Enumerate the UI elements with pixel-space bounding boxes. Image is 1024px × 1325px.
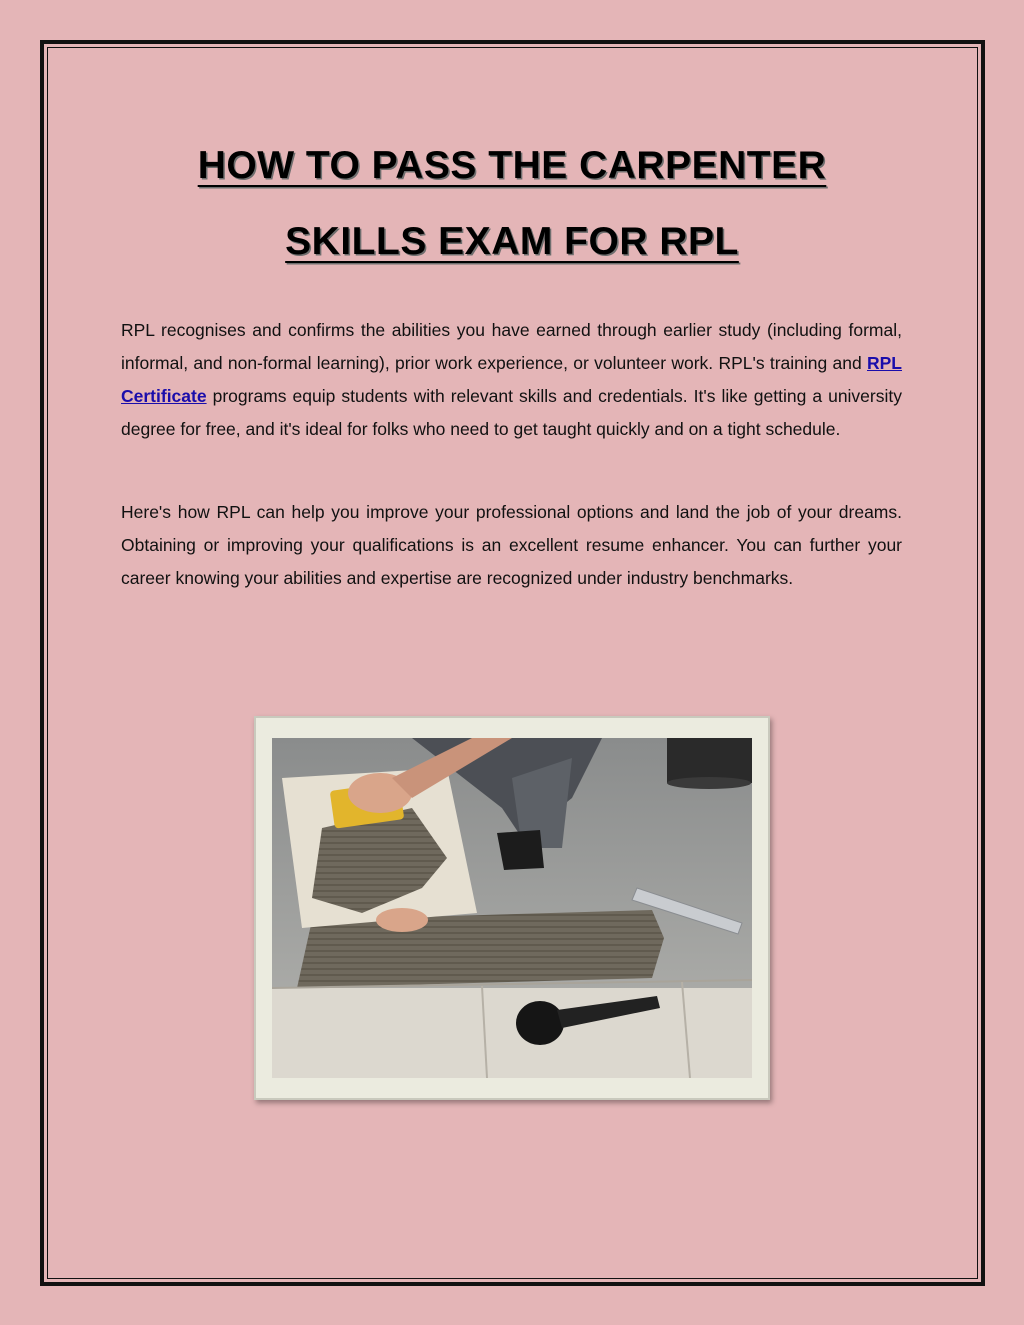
tiling-photo-illustration: [272, 738, 752, 1078]
tiling-photo: [272, 738, 752, 1078]
benefits-paragraph: Here's how RPL can help you improve your professional options and land the job of your dreams. Obtaining or improving your qualifications is an excellent resume enhancer. You can further your career knowing your abilities and expertise are recognized under industry benchmarks.: [121, 502, 902, 588]
intro-text-end: programs equip students with relevant skills and credentials. It's like getting a university degree for free, and it's ideal for folks who need to get taught quickly and on a tight schedule.: [121, 386, 902, 439]
intro-text-start: RPL recognises and confirms the abilities you have earned through earlier study (including formal, informal, and non-formal learning), prior work experience, or volunteer work. RPL's training and: [121, 320, 902, 373]
rpl-certificate-link[interactable]: RPL Certificate: [121, 353, 902, 406]
page-title: [120, 128, 904, 280]
title-line-2: SKILLS EXAM FOR RPL: [285, 220, 739, 263]
intro-paragraph: [121, 314, 902, 446]
photo-frame: [254, 716, 770, 1100]
title-line-1: HOW TO PASS THE CARPENTER: [197, 144, 827, 187]
